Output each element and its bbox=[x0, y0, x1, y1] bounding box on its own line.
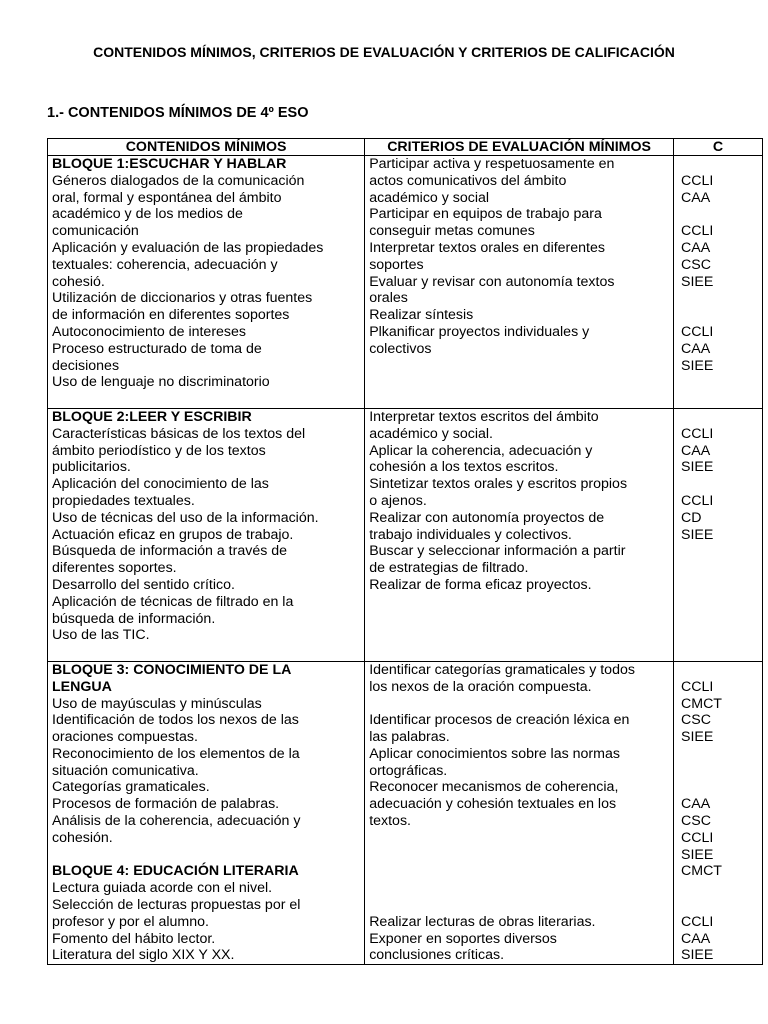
competencia-code bbox=[681, 476, 758, 493]
competencia-code: CAA bbox=[681, 442, 711, 459]
text-line: oral, formal y espontánea del ámbito bbox=[52, 189, 282, 206]
bloque-heading: BLOQUE 1:ESCUCHAR Y HABLAR bbox=[52, 156, 287, 172]
text-line: Realizar con autonomía proyectos de bbox=[369, 509, 605, 526]
competencia-code bbox=[681, 307, 758, 324]
text-line: oraciones compuestas. bbox=[52, 729, 198, 746]
text-line: las palabras. bbox=[369, 729, 450, 746]
competencia-code: CMCT bbox=[681, 863, 722, 880]
text-line bbox=[52, 644, 360, 661]
text-line: Procesos de formación de palabras. bbox=[52, 796, 280, 813]
text-line: decisiones bbox=[52, 357, 120, 374]
competencia-code: CAA bbox=[681, 340, 711, 357]
text-line bbox=[369, 696, 669, 713]
contenidos-cell bbox=[48, 408, 365, 661]
contenidos-cell bbox=[48, 661, 365, 964]
competencia-code: CCLI bbox=[681, 323, 714, 340]
criterios-cell bbox=[365, 661, 674, 964]
table-row bbox=[48, 408, 763, 661]
text-line: los nexos de la oración compuesta. bbox=[369, 678, 592, 695]
text-line: comunicación bbox=[52, 223, 139, 240]
competencia-code: CMCT bbox=[681, 695, 722, 712]
text-line: Aplicar conocimientos sobre las normas bbox=[369, 745, 620, 762]
competencia-code: SIEE bbox=[681, 846, 714, 863]
text-line: Búsqueda de información a través de bbox=[52, 543, 288, 560]
text-line: profesor y por el alumno. bbox=[52, 913, 209, 930]
text-line: Reconocimiento de los elementos de la bbox=[52, 745, 300, 762]
text-line: Aplicación y evaluación de las propiedades bbox=[52, 239, 324, 256]
text-line: Realizar lecturas de obras literarias. bbox=[369, 913, 596, 930]
text-line: búsqueda de información. bbox=[52, 610, 216, 627]
competencia-code: CCLI bbox=[681, 492, 714, 509]
text-line: Aplicar la coherencia, adecuación y bbox=[369, 442, 593, 459]
contents-table bbox=[47, 138, 763, 965]
competencia-code: CCLI bbox=[681, 913, 714, 930]
text-line bbox=[369, 880, 669, 897]
text-line: Uso de lenguaje no discriminatorio bbox=[52, 374, 270, 391]
competencia-code: SIEE bbox=[681, 273, 714, 290]
text-line: cohesión a los textos escritos. bbox=[369, 459, 559, 476]
text-line: Realizar síntesis bbox=[369, 307, 474, 324]
competencia-code bbox=[681, 206, 758, 223]
text-line: académico y social bbox=[369, 189, 490, 206]
competencia-code: CAA bbox=[681, 930, 711, 947]
text-line bbox=[369, 847, 669, 864]
text-line: ámbito periodístico y de los textos bbox=[52, 442, 266, 459]
competencia-code bbox=[681, 763, 758, 780]
competencia-code: CCLI bbox=[681, 223, 714, 240]
competencia-code bbox=[681, 746, 758, 763]
text-line: académico y social. bbox=[369, 425, 493, 442]
text-line: académico y de los medios de bbox=[52, 206, 243, 223]
competencia-code bbox=[681, 897, 758, 914]
competencia-code: SIEE bbox=[681, 729, 714, 746]
text-line: Análisis de la coherencia, adecuación y bbox=[52, 813, 301, 830]
text-line: de información en diferentes soportes bbox=[52, 307, 290, 324]
text-line: Realizar de forma eficaz proyectos. bbox=[369, 576, 592, 593]
competencia-code bbox=[681, 880, 758, 897]
competencia-code: CAA bbox=[681, 796, 711, 813]
text-line: Sintetizar textos orales y escritos propios bbox=[369, 476, 628, 493]
text-line: Lectura guiada acorde con el nivel. bbox=[52, 880, 273, 897]
text-line: Aplicación de técnicas de filtrado en la bbox=[52, 593, 294, 610]
competencia-code: CCLI bbox=[681, 172, 714, 189]
bloque-heading: LENGUA bbox=[52, 678, 112, 695]
text-line: de estrategias de filtrado. bbox=[369, 560, 529, 577]
text-line: Desarrollo del sentido crítico. bbox=[52, 576, 235, 593]
competencias-cell bbox=[674, 156, 763, 409]
text-line: Actuación eficaz en grupos de trabajo. bbox=[52, 526, 294, 543]
text-line: colectivos bbox=[369, 340, 432, 357]
competencia-code: CCLI bbox=[681, 678, 714, 695]
criterios-cell bbox=[365, 408, 674, 661]
competencias-cell bbox=[674, 661, 763, 964]
text-line: soportes bbox=[369, 256, 424, 273]
text-line: publicitarios. bbox=[52, 459, 131, 476]
text-line bbox=[52, 847, 360, 864]
text-line: Autoconocimiento de intereses bbox=[52, 323, 247, 340]
text-line: Utilización de diccionarios y otras fuentes bbox=[52, 290, 313, 307]
competencia-code: CSC bbox=[681, 813, 711, 830]
text-line: ortográficas. bbox=[369, 762, 448, 779]
competencia-code bbox=[681, 290, 758, 307]
competencia-code: CD bbox=[681, 509, 702, 526]
text-line: Interpretar textos orales en diferentes bbox=[369, 239, 605, 256]
section-heading: 1.- CONTENIDOS MÍNIMOS DE 4º ESO bbox=[47, 105, 309, 121]
text-line: Exponer en soportes diversos bbox=[369, 930, 557, 947]
competencia-code: CSC bbox=[681, 256, 711, 273]
text-line: propiedades textuales. bbox=[52, 492, 195, 509]
table-row bbox=[48, 661, 763, 964]
competencia-code: CCLI bbox=[681, 425, 714, 442]
text-line: Identificación de todos los nexos de las bbox=[52, 712, 299, 729]
competencia-code: SIEE bbox=[681, 526, 714, 543]
text-line: Fomento del hábito lector. bbox=[52, 930, 216, 947]
document-title: CONTENIDOS MÍNIMOS, CRITERIOS DE EVALUACIÓN Y CRITERIOS DE CALIFICACIÓN bbox=[93, 44, 675, 60]
competencia-code: CAA bbox=[681, 239, 711, 256]
text-line: Evaluar y revisar con autonomía textos bbox=[369, 273, 615, 290]
text-line: Uso de las TIC. bbox=[52, 627, 150, 644]
competencia-code: CAA bbox=[681, 189, 711, 206]
text-line: orales bbox=[369, 290, 408, 307]
text-line bbox=[369, 830, 669, 847]
bloque-heading: BLOQUE 2:LEER Y ESCRIBIR bbox=[52, 408, 252, 425]
header-contenidos: CONTENIDOS MÍNIMOS bbox=[48, 139, 365, 156]
text-line: textuales: coherencia, adecuación y bbox=[52, 256, 278, 273]
competencia-code: SIEE bbox=[681, 357, 714, 374]
text-line: Características básicas de los textos del bbox=[52, 425, 306, 442]
competencia-code: CCLI bbox=[681, 829, 714, 846]
text-line: actos comunicativos del ámbito bbox=[369, 172, 567, 189]
text-line: conseguir metas comunes bbox=[369, 223, 535, 240]
competencia-code bbox=[681, 779, 758, 796]
text-line: cohesión. bbox=[52, 829, 113, 846]
text-line: Plkanificar proyectos individuales y bbox=[369, 323, 590, 340]
text-line bbox=[369, 863, 669, 880]
header-competencias: C bbox=[674, 139, 763, 156]
text-line: adecuación y cohesión textuales en los bbox=[369, 796, 617, 813]
text-line: Reconocer mecanismos de coherencia, bbox=[369, 779, 619, 796]
text-line: Uso de mayúsculas y minúsculas bbox=[52, 695, 262, 712]
text-line: situación comunicativa. bbox=[52, 762, 199, 779]
competencia-code bbox=[681, 409, 758, 426]
competencia-code: SIEE bbox=[681, 947, 714, 964]
text-line: Uso de técnicas del uso de la información. bbox=[52, 509, 319, 526]
text-line: Selección de lecturas propuestas por el bbox=[52, 897, 301, 914]
text-line bbox=[52, 391, 360, 408]
text-line: Participar activa y respetuosamente en bbox=[369, 156, 615, 172]
text-line: Aplicación del conocimiento de las bbox=[52, 476, 269, 493]
bloque-heading: BLOQUE 4: EDUCACIÓN LITERARIA bbox=[52, 863, 299, 880]
text-line: trabajo individuales y colectivos. bbox=[369, 526, 572, 543]
text-line: Proceso estructurado de toma de bbox=[52, 340, 262, 357]
competencia-code: CSC bbox=[681, 712, 711, 729]
text-line bbox=[369, 897, 669, 914]
text-line: Identificar procesos de creación léxica en bbox=[369, 712, 630, 729]
competencia-code bbox=[681, 662, 758, 679]
text-line: Interpretar textos escritos del ámbito bbox=[369, 408, 599, 425]
criterios-cell bbox=[365, 156, 674, 409]
competencias-cell bbox=[674, 408, 763, 661]
text-line: Identificar categorías gramaticales y todos bbox=[369, 661, 635, 678]
text-line: diferentes soportes. bbox=[52, 560, 177, 577]
header-criterios: CRITERIOS DE EVALUACIÓN MÍNIMOS bbox=[365, 139, 674, 156]
table-row bbox=[48, 156, 763, 409]
competencia-code: SIEE bbox=[681, 459, 714, 476]
text-line: textos. bbox=[369, 813, 411, 830]
table-header-row bbox=[48, 139, 763, 156]
text-line: Buscar y seleccionar información a partir bbox=[369, 543, 626, 560]
text-line: Participar en equipos de trabajo para bbox=[369, 206, 602, 223]
text-line: o ajenos. bbox=[369, 492, 427, 509]
text-line: conclusiones críticas. bbox=[369, 947, 505, 964]
contenidos-cell bbox=[48, 156, 365, 409]
text-line: Literatura del siglo XIX Y XX. bbox=[52, 947, 235, 964]
text-line: Géneros dialogados de la comunicación bbox=[52, 172, 305, 189]
competencia-code bbox=[681, 156, 758, 173]
text-line: Categorías gramaticales. bbox=[52, 779, 210, 796]
text-line: cohesió. bbox=[52, 273, 105, 290]
bloque-heading: BLOQUE 3: CONOCIMIENTO DE LA bbox=[52, 661, 292, 678]
